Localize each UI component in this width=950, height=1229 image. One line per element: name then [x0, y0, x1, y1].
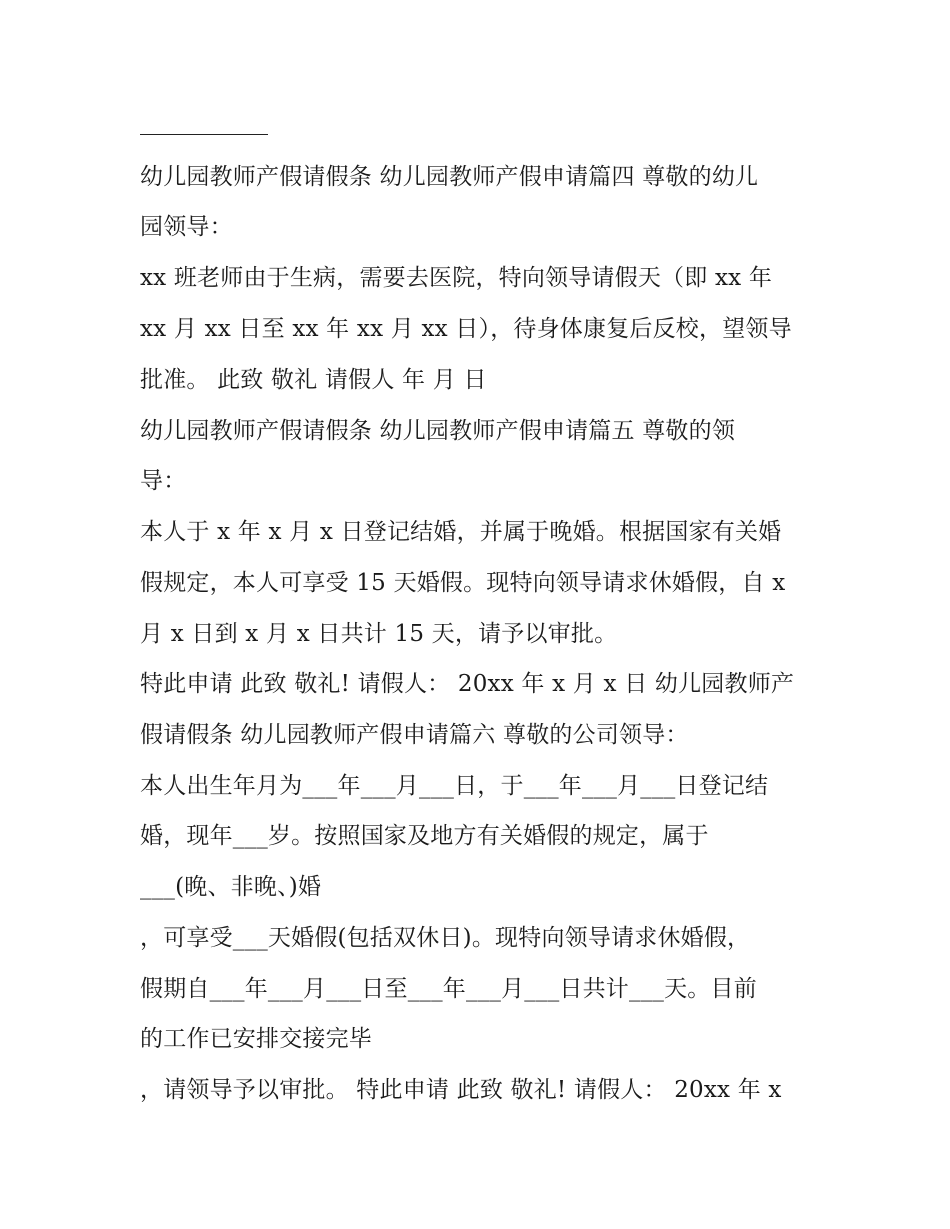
text-line: 本人出生年月为___年___月___日，于___年___月___日登记结 — [140, 773, 769, 799]
text-line: 园领导： — [140, 214, 233, 240]
text-line: 假请假条 幼儿园教师产假申请篇六 尊敬的公司领导： — [140, 722, 689, 748]
text-line: xx 月 xx 日至 xx 年 xx 月 xx 日），待身体康复后反校，望领导 — [140, 316, 792, 342]
text-line: ，可享受___天婚假(包括双休日)。现特向领导请求休婚假， — [140, 925, 751, 951]
text-line: 本人于 x 年 x 月 x 日登记结婚，并属于晚婚。根据国家有关婚 — [140, 519, 782, 545]
top-rule — [140, 134, 268, 135]
text-line: 导： — [140, 468, 187, 494]
text-line: ___(晚、非晚、)婚 — [140, 874, 322, 900]
text-line: 幼儿园教师产假请假条 幼儿园教师产假申请篇五 尊敬的领 — [140, 418, 736, 444]
text-line: 假期自___年___月___日至___年___月___日共计___天。目前 — [140, 976, 757, 1002]
text-line: 婚，现年___岁。按照国家及地方有关婚假的规定，属于 — [140, 823, 709, 849]
text-line: 批准。 此致 敬礼 请假人 年 月 日 — [140, 367, 487, 393]
text-line: 特此申请 此致 敬礼! 请假人： 20xx 年 x 月 x 日 幼儿园教师产 — [140, 671, 795, 697]
text-line: 的工作已安排交接完毕 — [140, 1026, 372, 1052]
text-line: 月 x 日到 x 月 x 日共计 15 天，请予以审批。 — [140, 621, 618, 647]
text-line: ，请领导予以审批。 特此申请 此致 敬礼! 请假人： 20xx 年 x — [140, 1077, 782, 1103]
text-line: xx 班老师由于生病，需要去医院，特向领导请假天（即 xx 年 — [140, 265, 773, 291]
text-line: 幼儿园教师产假请假条 幼儿园教师产假申请篇四 尊敬的幼儿 — [140, 164, 759, 190]
text-line: 假规定，本人可享受 15 天婚假。现特向领导请求休婚假，自 x — [140, 570, 786, 596]
